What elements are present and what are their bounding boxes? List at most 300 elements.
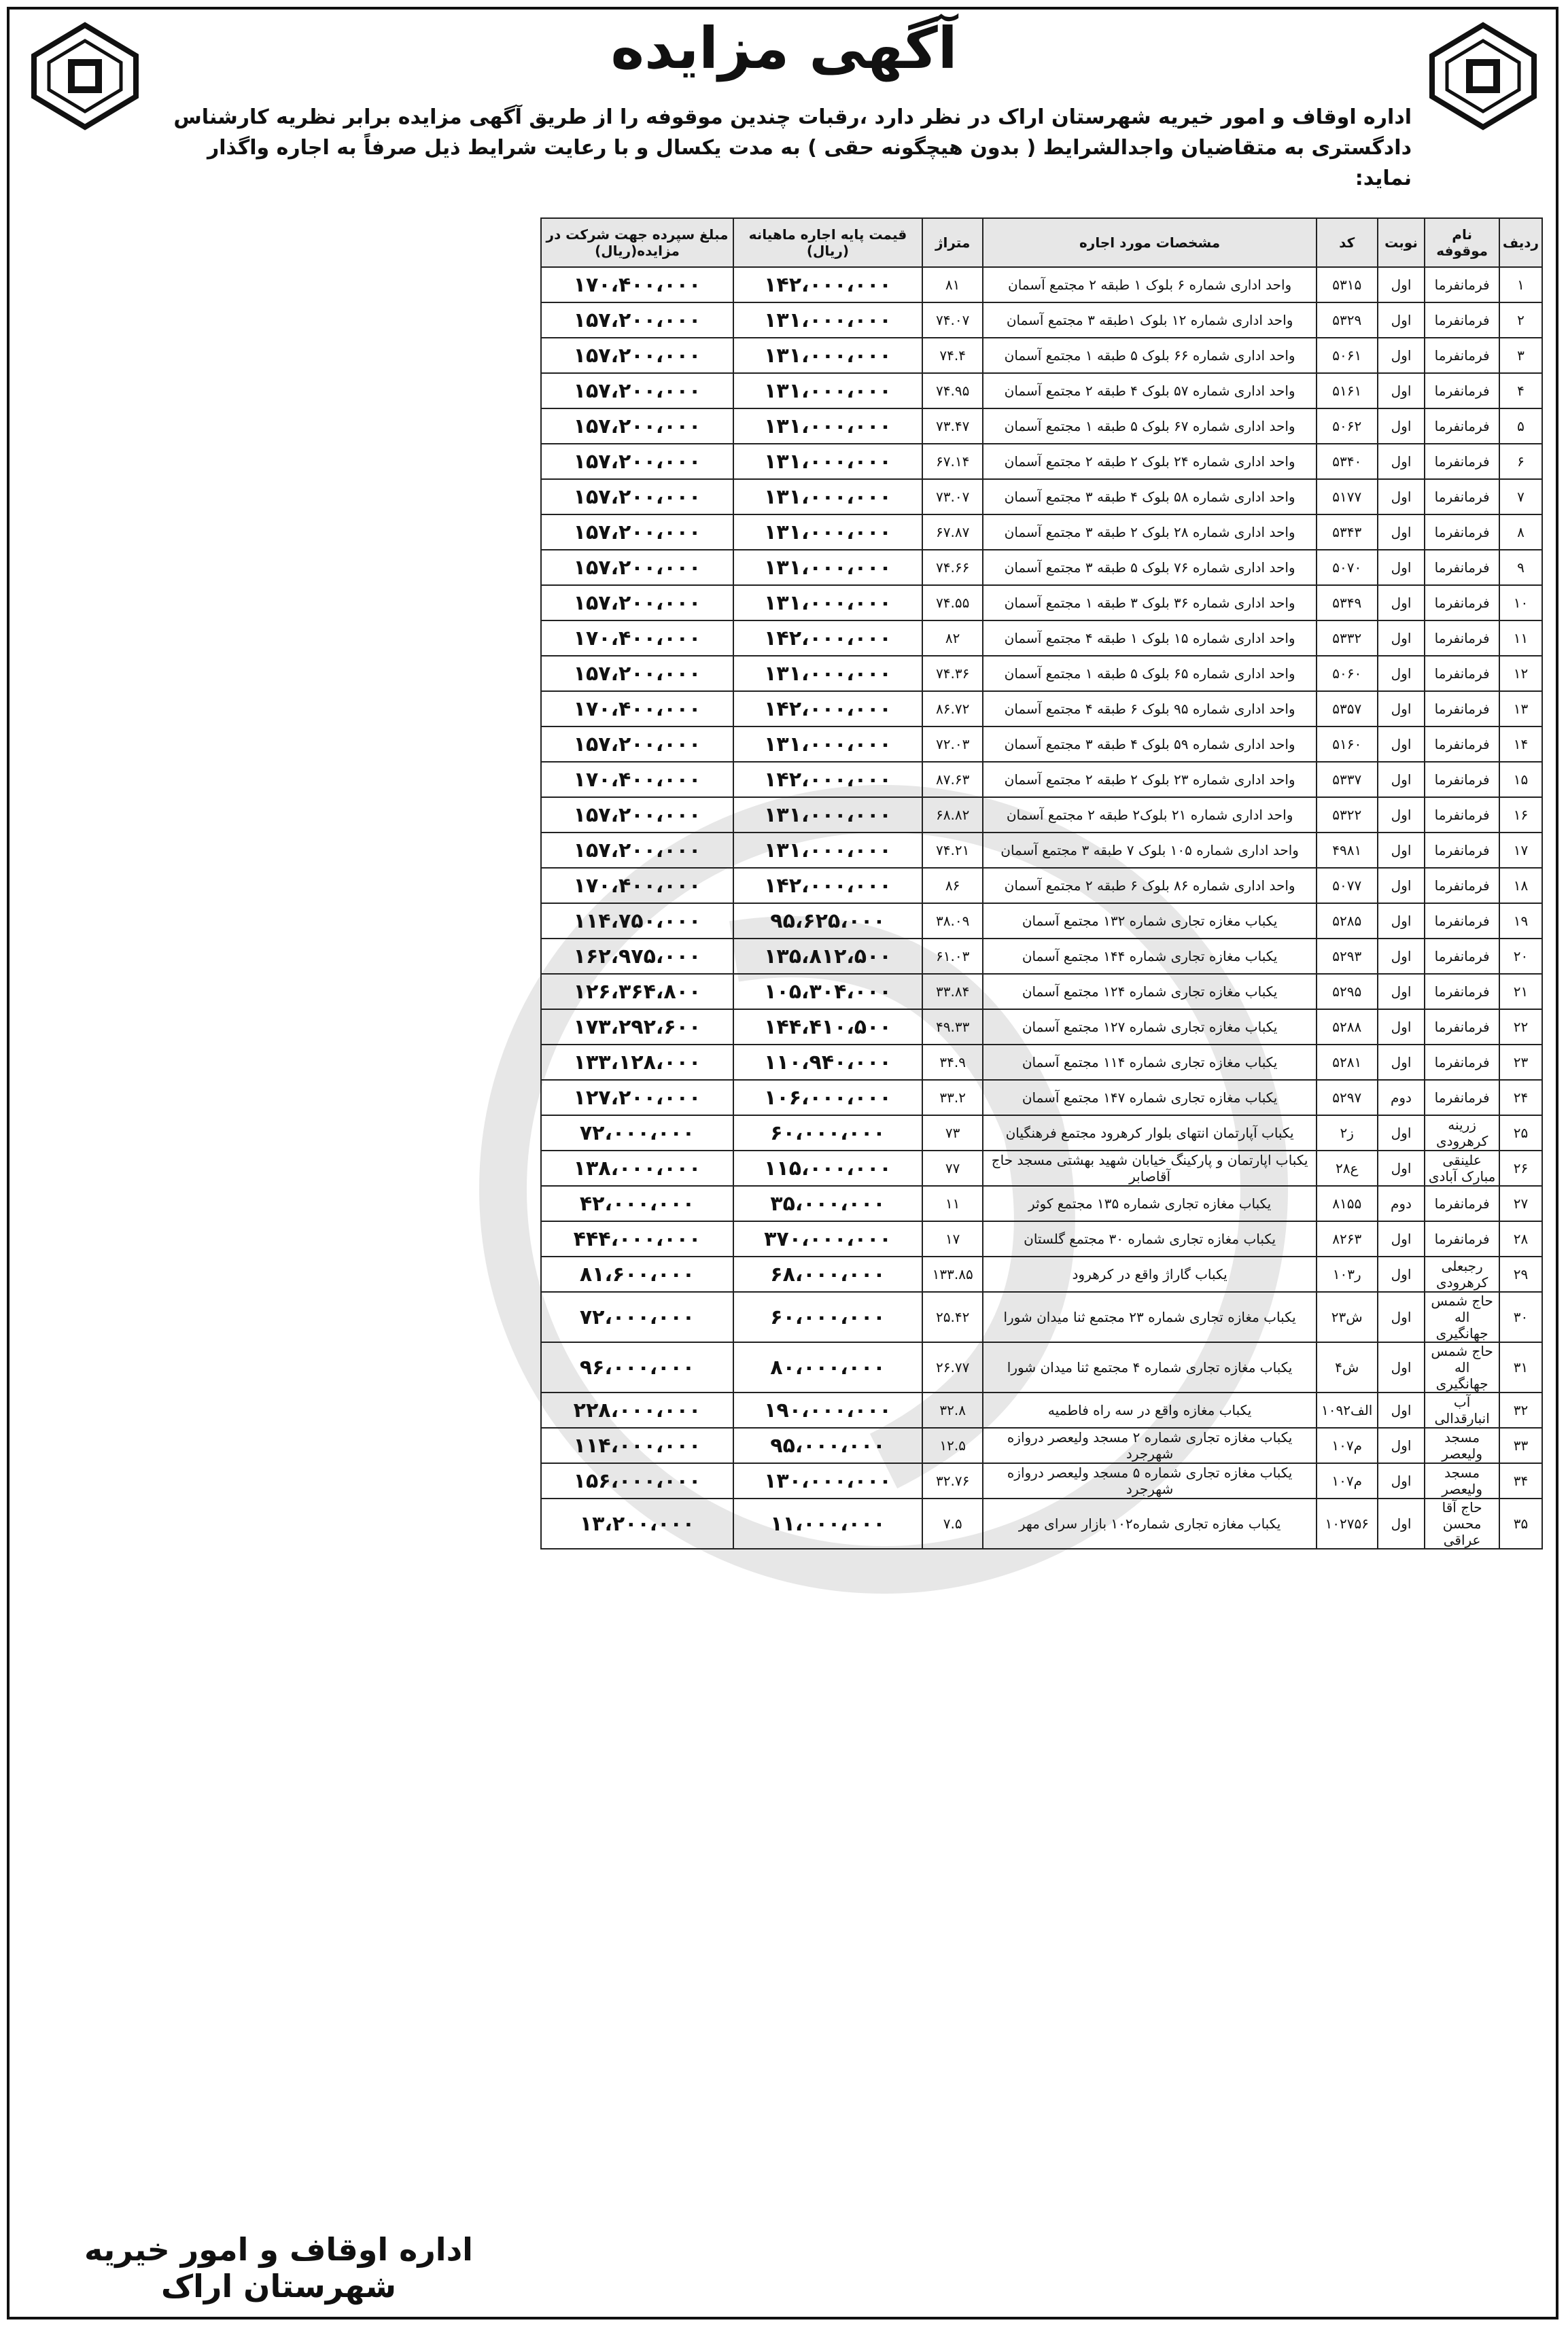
table-cell: واحد اداری شماره ۵۹ بلوک ۴ طبقه ۳ مجتمع آسمان bbox=[983, 726, 1316, 762]
table-cell: اول bbox=[1378, 1342, 1425, 1393]
table-cell: یکباب مغازه تجاری شماره ۱۳۵ مجتمع کوثر bbox=[983, 1186, 1316, 1221]
table-row bbox=[541, 1428, 1542, 1463]
table-cell: ۷۳ bbox=[922, 1115, 983, 1151]
table-cell: ۵۰۶۱ bbox=[1317, 338, 1378, 373]
table-cell: ۱۴۲،۰۰۰،۰۰۰ bbox=[733, 868, 922, 903]
table-cell: ۵۳۲۲ bbox=[1317, 797, 1378, 833]
column-header: نوبت bbox=[1378, 218, 1425, 267]
table-cell: ۱۵۷،۲۰۰،۰۰۰ bbox=[541, 302, 733, 338]
table-cell: م۱۰۷ bbox=[1317, 1463, 1378, 1499]
table-cell: اول bbox=[1378, 1428, 1425, 1463]
table-cell: فرمانفرما bbox=[1425, 797, 1499, 833]
table-cell: ۳۳.۸۴ bbox=[922, 974, 983, 1009]
table-cell: فرمانفرما bbox=[1425, 939, 1499, 974]
office-signature: اداره اوقاف و امور خیریه شهرستان اراک bbox=[84, 2231, 473, 2305]
table-cell: فرمانفرما bbox=[1425, 762, 1499, 797]
table-cell: ۱۲۶،۳۶۴،۸۰۰ bbox=[541, 974, 733, 1009]
table-row bbox=[541, 974, 1542, 1009]
table-cell: ۳۲.۸ bbox=[922, 1393, 983, 1428]
table-cell: ۵۳۳۲ bbox=[1317, 620, 1378, 656]
table-cell: ۱۲۷،۲۰۰،۰۰۰ bbox=[541, 1080, 733, 1115]
table-cell: ۱۵۷،۲۰۰،۰۰۰ bbox=[541, 479, 733, 514]
table-row bbox=[541, 267, 1542, 302]
table-cell: ۱۵۷،۲۰۰،۰۰۰ bbox=[541, 373, 733, 408]
table-cell: ۱۵۷،۲۰۰،۰۰۰ bbox=[541, 585, 733, 620]
table-cell: اول bbox=[1378, 974, 1425, 1009]
table-cell: ۱۵۷،۲۰۰،۰۰۰ bbox=[541, 514, 733, 550]
table-cell: ۳۸.۰۹ bbox=[922, 903, 983, 939]
table-cell: ع۲۸ bbox=[1317, 1151, 1378, 1186]
table-cell: ۷۴.۴ bbox=[922, 338, 983, 373]
table-cell: واحد اداری شماره ۸۶ بلوک ۶ طبقه ۲ مجتمع آسمان bbox=[983, 868, 1316, 903]
table-cell: ۱۳۱،۰۰۰،۰۰۰ bbox=[733, 479, 922, 514]
table-cell: ۱۳۱،۰۰۰،۰۰۰ bbox=[733, 373, 922, 408]
table-cell: اول bbox=[1378, 620, 1425, 656]
table-cell: ۸۶.۷۲ bbox=[922, 691, 983, 726]
table-cell: ۷ bbox=[1499, 479, 1542, 514]
table-cell: اول bbox=[1378, 939, 1425, 974]
table-cell: ۳۲.۷۶ bbox=[922, 1463, 983, 1499]
table-cell: ۶۱.۰۳ bbox=[922, 939, 983, 974]
table-cell: ۵۲۸۸ bbox=[1317, 1009, 1378, 1045]
auction-table bbox=[540, 217, 1543, 1549]
table-cell: اول bbox=[1378, 1151, 1425, 1186]
table-cell: اول bbox=[1378, 444, 1425, 479]
table-cell: رجبعلی کرهرودی bbox=[1425, 1257, 1499, 1292]
table-cell: ۵۳۱۵ bbox=[1317, 267, 1378, 302]
table-row bbox=[541, 939, 1542, 974]
table-cell: زرینه کرهرودی bbox=[1425, 1115, 1499, 1151]
table-cell: یکباب مغازه واقع در سه راه فاطمیه bbox=[983, 1393, 1316, 1428]
table-cell: ۸۱ bbox=[922, 267, 983, 302]
table-cell: ۱۳۵،۸۱۲،۵۰۰ bbox=[733, 939, 922, 974]
table-cell: ۳۵ bbox=[1499, 1499, 1542, 1549]
table-cell: ۱۳۰،۰۰۰،۰۰۰ bbox=[733, 1463, 922, 1499]
table-cell: ۱۴۲،۰۰۰،۰۰۰ bbox=[733, 267, 922, 302]
table-cell: اول bbox=[1378, 479, 1425, 514]
table-cell: فرمانفرما bbox=[1425, 1221, 1499, 1257]
table-cell: ۱۳۱،۰۰۰،۰۰۰ bbox=[733, 338, 922, 373]
table-cell: یکباب آپارتمان انتهای بلوار کرهرود مجتمع فرهنگیان bbox=[983, 1115, 1316, 1151]
table-cell: ۲ bbox=[1499, 302, 1542, 338]
table-cell: ۵۲۸۱ bbox=[1317, 1045, 1378, 1080]
table-cell: واحد اداری شماره ۱۵ بلوک ۱ طبقه ۴ مجتمع آسمان bbox=[983, 620, 1316, 656]
table-cell: ۷۳.۰۷ bbox=[922, 479, 983, 514]
table-row bbox=[541, 444, 1542, 479]
table-cell: ۱۳۱،۰۰۰،۰۰۰ bbox=[733, 302, 922, 338]
table-cell: ۷۲،۰۰۰،۰۰۰ bbox=[541, 1292, 733, 1342]
table-cell: فرمانفرما bbox=[1425, 408, 1499, 444]
table-cell: مسجد ولیعصر bbox=[1425, 1428, 1499, 1463]
table-cell: ۱۵۷،۲۰۰،۰۰۰ bbox=[541, 797, 733, 833]
table-cell: ۴۹۸۱ bbox=[1317, 833, 1378, 868]
table-cell: ۵۲۹۳ bbox=[1317, 939, 1378, 974]
table-cell: اول bbox=[1378, 726, 1425, 762]
table-cell: فرمانفرما bbox=[1425, 1080, 1499, 1115]
table-cell: اول bbox=[1378, 797, 1425, 833]
table-cell: ۳۳ bbox=[1499, 1428, 1542, 1463]
table-row bbox=[541, 691, 1542, 726]
table-row bbox=[541, 833, 1542, 868]
table-cell: حاج شمس اله جهانگیری bbox=[1425, 1292, 1499, 1342]
table-cell: اول bbox=[1378, 1009, 1425, 1045]
table-cell: یکباب مغازه تجاری شماره ۱۲۴ مجتمع آسمان bbox=[983, 974, 1316, 1009]
column-header: مبلغ سپرده جهت شرکت در مزایده(ریال) bbox=[541, 218, 733, 267]
table-cell: دوم bbox=[1378, 1080, 1425, 1115]
table-cell: ۵۳۲۹ bbox=[1317, 302, 1378, 338]
table-cell: حاج آقا محسن عراقی bbox=[1425, 1499, 1499, 1549]
table-cell: ۱۱،۰۰۰،۰۰۰ bbox=[733, 1499, 922, 1549]
table-cell: ۲۱ bbox=[1499, 974, 1542, 1009]
table-cell: ۹۵،۶۲۵،۰۰۰ bbox=[733, 903, 922, 939]
table-cell: ۱۳۱،۰۰۰،۰۰۰ bbox=[733, 585, 922, 620]
table-cell: ۱۷۰،۴۰۰،۰۰۰ bbox=[541, 620, 733, 656]
table-cell: ۱۱ bbox=[922, 1186, 983, 1221]
table-cell: اول bbox=[1378, 1393, 1425, 1428]
table-cell: ۱۱۵،۰۰۰،۰۰۰ bbox=[733, 1151, 922, 1186]
table-cell: واحد اداری شماره ۲۸ بلوک ۲ طبقه ۳ مجتمع آسمان bbox=[983, 514, 1316, 550]
table-cell: واحد اداری شماره ۶ بلوک ۱ طبقه ۲ مجتمع آسمان bbox=[983, 267, 1316, 302]
table-cell: ۱۵۷،۲۰۰،۰۰۰ bbox=[541, 726, 733, 762]
table-cell: ۳۷۰،۰۰۰،۰۰۰ bbox=[733, 1221, 922, 1257]
table-cell: اول bbox=[1378, 585, 1425, 620]
table-row bbox=[541, 656, 1542, 691]
table-cell: ۷۴.۳۶ bbox=[922, 656, 983, 691]
table-row bbox=[541, 1115, 1542, 1151]
table-row bbox=[541, 585, 1542, 620]
table-cell: اول bbox=[1378, 833, 1425, 868]
table-cell: ۶۷.۸۷ bbox=[922, 514, 983, 550]
table-cell: فرمانفرما bbox=[1425, 444, 1499, 479]
table-cell: اول bbox=[1378, 1221, 1425, 1257]
table-cell: مسجد ولیعصر bbox=[1425, 1463, 1499, 1499]
table-cell: اول bbox=[1378, 373, 1425, 408]
table-cell: فرمانفرما bbox=[1425, 373, 1499, 408]
table-cell: ۱۵۷،۲۰۰،۰۰۰ bbox=[541, 550, 733, 585]
column-header: نام موقوفه bbox=[1425, 218, 1499, 267]
table-cell: اول bbox=[1378, 1292, 1425, 1342]
table-cell: ۷۲.۰۳ bbox=[922, 726, 983, 762]
column-header: ردیف bbox=[1499, 218, 1542, 267]
table-cell: اول bbox=[1378, 1257, 1425, 1292]
table-cell: یکباب مغازه تجاری شماره ۱۴۷ مجتمع آسمان bbox=[983, 1080, 1316, 1115]
table-cell: ۳۴ bbox=[1499, 1463, 1542, 1499]
table-cell: ۵۰۶۲ bbox=[1317, 408, 1378, 444]
table-cell: ۱۳۳.۸۵ bbox=[922, 1257, 983, 1292]
table-cell: اول bbox=[1378, 338, 1425, 373]
table-cell: ۶۸.۸۲ bbox=[922, 797, 983, 833]
table-row bbox=[541, 338, 1542, 373]
table-cell: ۱۰۵،۳۰۴،۰۰۰ bbox=[733, 974, 922, 1009]
table-cell: ۱ bbox=[1499, 267, 1542, 302]
table-cell: فرمانفرما bbox=[1425, 479, 1499, 514]
table-cell: یکباب گاراژ واقع در کرهرود bbox=[983, 1257, 1316, 1292]
table-cell: ۱۳۱،۰۰۰،۰۰۰ bbox=[733, 444, 922, 479]
table-cell: اول bbox=[1378, 1499, 1425, 1549]
table-cell: ۱۵ bbox=[1499, 762, 1542, 797]
intro-paragraph: اداره اوقاف و امور خیریه شهرستان اراک در نظر دارد ،رقبات چندین موقوفه را از طریق آگهی مزایده برابر نظریه کارشناس دادگستری به متقاضیان واجدالشرایط ( بدون هیچگونه حقی ) به مدت یکسال و با رعایت شرایط ذیل صرفاً به اجاره واگذار نماید: bbox=[173, 105, 1412, 190]
table-cell: ۱۷۳،۲۹۲،۶۰۰ bbox=[541, 1009, 733, 1045]
table-cell: ۶۰،۰۰۰،۰۰۰ bbox=[733, 1115, 922, 1151]
table-row bbox=[541, 1221, 1542, 1257]
table-cell: فرمانفرما bbox=[1425, 514, 1499, 550]
table-row bbox=[541, 479, 1542, 514]
table-cell: دوم bbox=[1378, 1186, 1425, 1221]
column-header: متراژ bbox=[922, 218, 983, 267]
table-cell: یکباب اپارتمان و پارکینگ خیابان شهید بهشتی مسجد حاج آقاصابر bbox=[983, 1151, 1316, 1186]
table-row bbox=[541, 1080, 1542, 1115]
table-cell: ۱۵۷،۲۰۰،۰۰۰ bbox=[541, 338, 733, 373]
table-cell: ۱۸ bbox=[1499, 868, 1542, 903]
table-cell: یکباب مغازه تجاری شماره ۳۰ مجتمع گلستان bbox=[983, 1221, 1316, 1257]
table-cell: ۱۵۷،۲۰۰،۰۰۰ bbox=[541, 833, 733, 868]
table-cell: ۷۲،۰۰۰،۰۰۰ bbox=[541, 1115, 733, 1151]
table-cell: حاج شمس اله جهانگیری bbox=[1425, 1342, 1499, 1393]
table-cell: اول bbox=[1378, 408, 1425, 444]
table-cell: ۱۵۷،۲۰۰،۰۰۰ bbox=[541, 444, 733, 479]
table-row bbox=[541, 620, 1542, 656]
table-cell: ۳۳.۲ bbox=[922, 1080, 983, 1115]
table-cell: ۸۷.۶۳ bbox=[922, 762, 983, 797]
table-cell: ۲۲۸،۰۰۰،۰۰۰ bbox=[541, 1393, 733, 1428]
table-cell: اول bbox=[1378, 550, 1425, 585]
table-cell: ۱۳،۲۰۰،۰۰۰ bbox=[541, 1499, 733, 1549]
table-cell: ۲۶ bbox=[1499, 1151, 1542, 1186]
table-cell: ۶۷.۱۴ bbox=[922, 444, 983, 479]
table-cell: ۱۳۱،۰۰۰،۰۰۰ bbox=[733, 408, 922, 444]
table-cell: ۱۳۸،۰۰۰،۰۰۰ bbox=[541, 1151, 733, 1186]
table-row bbox=[541, 1045, 1542, 1080]
table-cell: ۱۳۳،۱۲۸،۰۰۰ bbox=[541, 1045, 733, 1080]
table-cell: ۱۲ bbox=[1499, 656, 1542, 691]
table-cell: اول bbox=[1378, 302, 1425, 338]
table-cell: ۱۶ bbox=[1499, 797, 1542, 833]
table-cell: ۱۳۱،۰۰۰،۰۰۰ bbox=[733, 726, 922, 762]
table-row bbox=[541, 1499, 1542, 1549]
table-cell: فرمانفرما bbox=[1425, 1186, 1499, 1221]
column-header: کد bbox=[1317, 218, 1378, 267]
table-cell: فرمانفرما bbox=[1425, 1009, 1499, 1045]
table-row bbox=[541, 726, 1542, 762]
table-cell: ۶ bbox=[1499, 444, 1542, 479]
table-cell: ۵ bbox=[1499, 408, 1542, 444]
table-cell: ۷۴.۵۵ bbox=[922, 585, 983, 620]
table-cell: یکباب مغازه تجاری شماره ۱۱۴ مجتمع آسمان bbox=[983, 1045, 1316, 1080]
table-cell: ۸ bbox=[1499, 514, 1542, 550]
table-cell: اول bbox=[1378, 1045, 1425, 1080]
table-cell: واحد اداری شماره ۶۶ بلوک ۵ طبقه ۱ مجتمع آسمان bbox=[983, 338, 1316, 373]
table-cell: ۱۳۱،۰۰۰،۰۰۰ bbox=[733, 656, 922, 691]
table-cell: ۱۱۰،۹۴۰،۰۰۰ bbox=[733, 1045, 922, 1080]
table-cell: ۵۳۴۰ bbox=[1317, 444, 1378, 479]
table-cell: ۵۰۷۷ bbox=[1317, 868, 1378, 903]
table-cell: ۹۶،۰۰۰،۰۰۰ bbox=[541, 1342, 733, 1393]
table-cell: ۱۴ bbox=[1499, 726, 1542, 762]
table-cell: اول bbox=[1378, 267, 1425, 302]
table-cell: ۱۵۷،۲۰۰،۰۰۰ bbox=[541, 408, 733, 444]
table-cell: ۱۳۱،۰۰۰،۰۰۰ bbox=[733, 514, 922, 550]
table-cell: ۱۵۶،۰۰۰،۰۰۰ bbox=[541, 1463, 733, 1499]
table-cell: یکباب مغازه تجاری شماره ۵ مسجد ولیعصر دروازه شهرجرد bbox=[983, 1463, 1316, 1499]
table-row bbox=[541, 408, 1542, 444]
table-cell: م۱۰۷ bbox=[1317, 1428, 1378, 1463]
table-cell: فرمانفرما bbox=[1425, 974, 1499, 1009]
table-cell: ۴ bbox=[1499, 373, 1542, 408]
table-cell: ۲۲ bbox=[1499, 1009, 1542, 1045]
table-cell: ۱۴۴،۴۱۰،۵۰۰ bbox=[733, 1009, 922, 1045]
table-cell: ۲۰ bbox=[1499, 939, 1542, 974]
table-cell: ۲۵.۴۲ bbox=[922, 1292, 983, 1342]
table-cell: اول bbox=[1378, 1115, 1425, 1151]
table-cell: اول bbox=[1378, 762, 1425, 797]
table-cell: ۳۱ bbox=[1499, 1342, 1542, 1393]
table-cell: فرمانفرما bbox=[1425, 833, 1499, 868]
table-cell: ۲۷ bbox=[1499, 1186, 1542, 1221]
table-cell: ۱۶۲،۹۷۵،۰۰۰ bbox=[541, 939, 733, 974]
table-cell: اول bbox=[1378, 514, 1425, 550]
table-cell: ش۲۳ bbox=[1317, 1292, 1378, 1342]
table-cell: ۸۶ bbox=[922, 868, 983, 903]
table-cell: واحد اداری شماره ۶۵ بلوک ۵ طبقه ۱ مجتمع آسمان bbox=[983, 656, 1316, 691]
table-cell: ز۲ bbox=[1317, 1115, 1378, 1151]
table-cell: فرمانفرما bbox=[1425, 267, 1499, 302]
table-cell: یکباب مغازه تجاری شماره ۱۴۴ مجتمع آسمان bbox=[983, 939, 1316, 974]
table-cell: ۳ bbox=[1499, 338, 1542, 373]
table-cell: واحد اداری شماره ۲۳ بلوک ۲ طبقه ۲ مجتمع آسمان bbox=[983, 762, 1316, 797]
table-cell: ۱۹ bbox=[1499, 903, 1542, 939]
table-cell: ۱۱۴،۰۰۰،۰۰۰ bbox=[541, 1428, 733, 1463]
table-cell: ۲۳ bbox=[1499, 1045, 1542, 1080]
table-cell: ۱۷۰،۴۰۰،۰۰۰ bbox=[541, 691, 733, 726]
table-cell: یکباب مغازه تجاری شماره ۲۳ مجتمع ثنا میدان شورا bbox=[983, 1292, 1316, 1342]
table-row bbox=[541, 1463, 1542, 1499]
table-cell: ۵۱۶۰ bbox=[1317, 726, 1378, 762]
table-cell: واحد اداری شماره ۲۱ بلوک۲ طبقه ۲ مجتمع آسمان bbox=[983, 797, 1316, 833]
table-cell: ۴۴۴،۰۰۰،۰۰۰ bbox=[541, 1221, 733, 1257]
table-cell: ۱۳ bbox=[1499, 691, 1542, 726]
table-cell: فرمانفرما bbox=[1425, 903, 1499, 939]
table-cell: علینقی مبارک آبادی bbox=[1425, 1151, 1499, 1186]
table-cell: ۲۹ bbox=[1499, 1257, 1542, 1292]
table-cell: ۵۲۹۷ bbox=[1317, 1080, 1378, 1115]
table-cell: ۱۷۰،۴۰۰،۰۰۰ bbox=[541, 762, 733, 797]
table-cell: ۱۴۲،۰۰۰،۰۰۰ bbox=[733, 762, 922, 797]
table-cell: فرمانفرما bbox=[1425, 868, 1499, 903]
table-cell: واحد اداری شماره ۷۶ بلوک ۵ طبقه ۳ مجتمع آسمان bbox=[983, 550, 1316, 585]
table-cell: ۱۷۰،۴۰۰،۰۰۰ bbox=[541, 868, 733, 903]
table-row bbox=[541, 1151, 1542, 1186]
table-cell: ۵۰۶۰ bbox=[1317, 656, 1378, 691]
table-cell: ۹ bbox=[1499, 550, 1542, 585]
table-cell: واحد اداری شماره ۱۰۵ بلوک ۷ طبقه ۳ مجتمع آسمان bbox=[983, 833, 1316, 868]
table-cell: ۹۵،۰۰۰،۰۰۰ bbox=[733, 1428, 922, 1463]
table-cell: ۱۹۰،۰۰۰،۰۰۰ bbox=[733, 1393, 922, 1428]
table-cell: ۷۴.۲۱ bbox=[922, 833, 983, 868]
table-row bbox=[541, 903, 1542, 939]
table-header-row bbox=[541, 218, 1542, 267]
table-cell: ۲۸ bbox=[1499, 1221, 1542, 1257]
table-cell: ۸۱۵۵ bbox=[1317, 1186, 1378, 1221]
table-cell: ۸۰،۰۰۰،۰۰۰ bbox=[733, 1342, 922, 1393]
table-cell: ۷۴.۶۶ bbox=[922, 550, 983, 585]
table-cell: ۱۴۲،۰۰۰،۰۰۰ bbox=[733, 691, 922, 726]
table-row bbox=[541, 514, 1542, 550]
table-cell: واحد اداری شماره ۳۶ بلوک ۳ طبقه ۱ مجتمع آسمان bbox=[983, 585, 1316, 620]
table-cell: واحد اداری شماره ۶۷ بلوک ۵ طبقه ۱ مجتمع آسمان bbox=[983, 408, 1316, 444]
table-cell: فرمانفرما bbox=[1425, 585, 1499, 620]
table-cell: اول bbox=[1378, 656, 1425, 691]
page-title: آگهی مزایده bbox=[610, 15, 958, 82]
table-cell: ۲۴ bbox=[1499, 1080, 1542, 1115]
table-cell: ۵۰۷۰ bbox=[1317, 550, 1378, 585]
table-cell: واحد اداری شماره ۱۲ بلوک ۱طبقه ۳ مجتمع آسمان bbox=[983, 302, 1316, 338]
table-row bbox=[541, 302, 1542, 338]
table-cell: فرمانفرما bbox=[1425, 338, 1499, 373]
table-cell: ۱۳۱،۰۰۰،۰۰۰ bbox=[733, 550, 922, 585]
table-cell: ۵۲۸۵ bbox=[1317, 903, 1378, 939]
table-cell: ۵۳۵۷ bbox=[1317, 691, 1378, 726]
table-cell: ۵۲۹۵ bbox=[1317, 974, 1378, 1009]
table-row bbox=[541, 1342, 1542, 1393]
table-cell: ۳۲ bbox=[1499, 1393, 1542, 1428]
table-cell: فرمانفرما bbox=[1425, 726, 1499, 762]
table-cell: یکباب مغازه تجاری شماره ۴ مجتمع ثنا میدان شورا bbox=[983, 1342, 1316, 1393]
table-cell: ۸۲ bbox=[922, 620, 983, 656]
table-cell: ر۱۰۳ bbox=[1317, 1257, 1378, 1292]
table-cell: ۵۳۴۳ bbox=[1317, 514, 1378, 550]
table-cell: ۳۴.۹ bbox=[922, 1045, 983, 1080]
table-row bbox=[541, 550, 1542, 585]
table-cell: واحد اداری شماره ۲۴ بلوک ۲ طبقه ۲ مجتمع آسمان bbox=[983, 444, 1316, 479]
table-cell: ۲۶.۷۷ bbox=[922, 1342, 983, 1393]
table-cell: ۷۴.۹۵ bbox=[922, 373, 983, 408]
table-cell: اول bbox=[1378, 868, 1425, 903]
table-cell: ۴۹.۳۳ bbox=[922, 1009, 983, 1045]
table-cell: ۱۷ bbox=[1499, 833, 1542, 868]
table-cell: ۱۰ bbox=[1499, 585, 1542, 620]
table-row bbox=[541, 373, 1542, 408]
table-cell: ۷۷ bbox=[922, 1151, 983, 1186]
table-cell: ۵۳۳۷ bbox=[1317, 762, 1378, 797]
table-cell: ۶۸،۰۰۰،۰۰۰ bbox=[733, 1257, 922, 1292]
table-cell: ۴۲،۰۰۰،۰۰۰ bbox=[541, 1186, 733, 1221]
table-cell: ۱۲.۵ bbox=[922, 1428, 983, 1463]
table-cell: ۱۷ bbox=[922, 1221, 983, 1257]
table-row bbox=[541, 1009, 1542, 1045]
table-cell: ۸۲۶۳ bbox=[1317, 1221, 1378, 1257]
table-cell: ۱۷۰،۴۰۰،۰۰۰ bbox=[541, 267, 733, 302]
table-cell: ۱۳۱،۰۰۰،۰۰۰ bbox=[733, 833, 922, 868]
table-cell: ۶۰،۰۰۰،۰۰۰ bbox=[733, 1292, 922, 1342]
table-cell: ۱۰۲۷۵۶ bbox=[1317, 1499, 1378, 1549]
table-cell: آب انبارقدالی bbox=[1425, 1393, 1499, 1428]
table-cell: واحد اداری شماره ۵۸ بلوک ۴ طبقه ۳ مجتمع آسمان bbox=[983, 479, 1316, 514]
table-row bbox=[541, 797, 1542, 833]
table-cell: فرمانفرما bbox=[1425, 550, 1499, 585]
table-cell: ۱۱ bbox=[1499, 620, 1542, 656]
table-cell: ۳۰ bbox=[1499, 1292, 1542, 1342]
table-cell: ۷۳.۴۷ bbox=[922, 408, 983, 444]
table-cell: ۷.۵ bbox=[922, 1499, 983, 1549]
table-cell: فرمانفرما bbox=[1425, 691, 1499, 726]
table-row bbox=[541, 868, 1542, 903]
column-header: مشخصات مورد اجاره bbox=[983, 218, 1316, 267]
table-cell: واحد اداری شماره ۹۵ بلوک ۶ طبقه ۴ مجتمع آسمان bbox=[983, 691, 1316, 726]
table-cell: ۲۵ bbox=[1499, 1115, 1542, 1151]
table-cell: اول bbox=[1378, 1463, 1425, 1499]
table-cell: ۱۱۴،۷۵۰،۰۰۰ bbox=[541, 903, 733, 939]
table-cell: ۷۴.۰۷ bbox=[922, 302, 983, 338]
